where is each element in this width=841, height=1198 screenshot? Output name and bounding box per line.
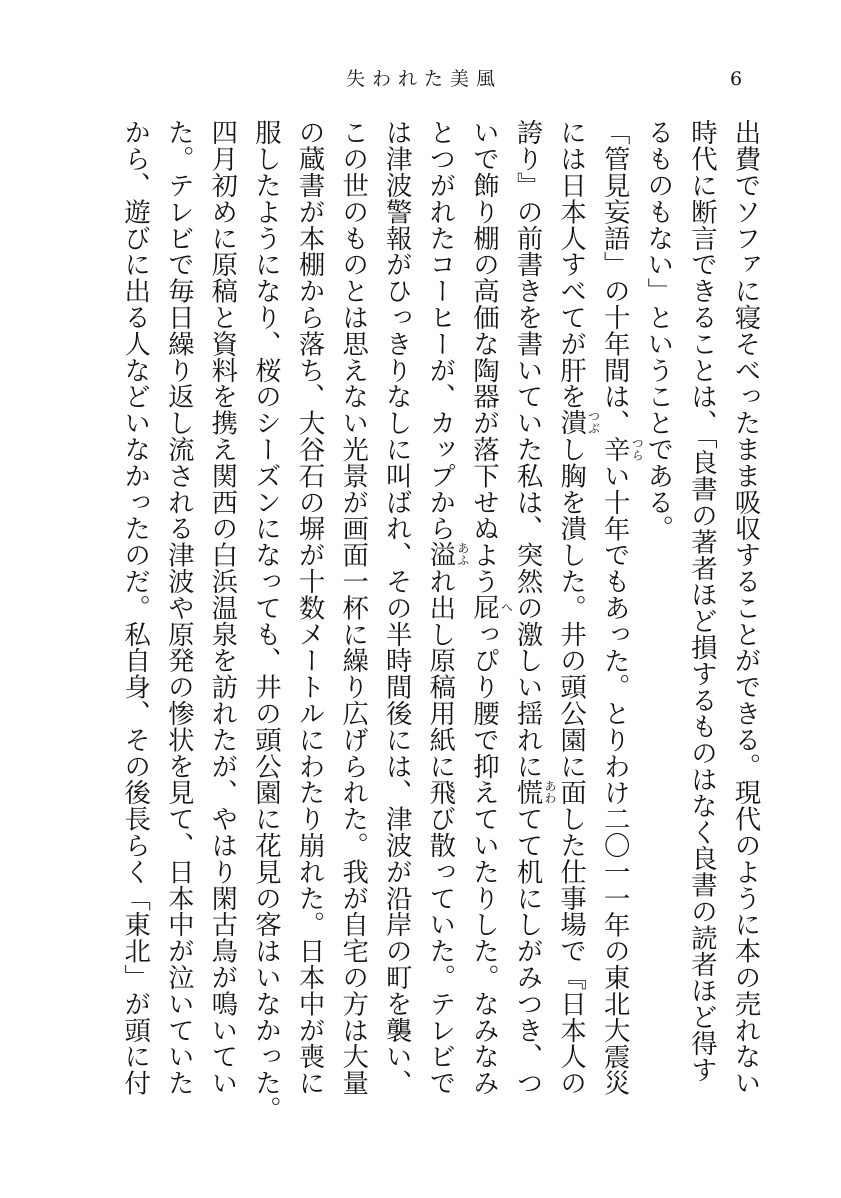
text-column: [549, 119, 601, 1119]
text-column: [113, 119, 157, 1119]
ruby-annotation: へ: [499, 601, 514, 614]
column-text: 誇り』の前書きを書いていた私は、突然の激しい揺れに: [512, 119, 544, 779]
column-text: には日本人すべてが肝を: [555, 119, 587, 410]
column-text: 時代に断言できることは、「良書の著者ほど損するものはなく良書の読者ほど得す: [686, 119, 718, 1083]
column-text: てて机にしがみつき、つ: [512, 805, 544, 1096]
running-title: 失われた美風: [345, 68, 502, 90]
column-text: 「管見妄語」の十年間は、: [599, 119, 631, 436]
text-column: [593, 119, 645, 1119]
text-column: [287, 119, 331, 1119]
column-text: 出費でソファに寝そべったまま吸収することができる。現代のように本の売れない: [730, 119, 761, 1096]
ruby-annotation: あわ: [543, 780, 558, 804]
ruby-group: [555, 409, 601, 436]
text-column: [462, 119, 514, 1119]
ruby-annotation: つら: [630, 436, 645, 461]
column-text: い十年でもあった。とりわけ二〇一一年の東北大震災: [599, 462, 631, 1096]
column-text: は津波警報がひっきりなしに叫ばれ、その半時間後には、津波が沿岸の町を襲い、: [381, 119, 413, 1096]
ruby-base: 慌: [512, 779, 544, 806]
column-text: 服したようになり、桜のシーズンになっても、井の頭公園に花見の客はいなかった。: [250, 119, 282, 1123]
ruby-group: [424, 541, 470, 568]
column-text: し胸を潰した。井の頭公園に面した仕事場で『日本人の: [555, 435, 587, 1096]
text-column: [200, 119, 244, 1119]
ruby-base: 潰: [555, 409, 587, 436]
body-text: [113, 119, 767, 1159]
column-text: た。テレビで毎日繰り返し流される津波や原発の惨状を見て、日本中が泣いていた: [163, 119, 195, 1096]
ruby-annotation: あふ: [455, 542, 470, 567]
column-text: この世のものとは思えない光景が画面一杯に繰り広げられた。我が自宅の方は大量: [337, 119, 369, 1096]
column-text: いで飾り棚の高価な陶器が落下せぬよう: [468, 119, 500, 595]
column-text: の蔵書が本棚から落ち、大谷石の塀が十数メートルにわたり崩れた。日本中が喪に: [294, 119, 326, 1096]
ruby-group: [599, 435, 645, 463]
text-column: [375, 119, 419, 1119]
text-column: [636, 119, 680, 1119]
column-text: とつがれたコーヒーが、カップから: [424, 119, 456, 542]
text-column: [157, 119, 201, 1119]
column-text: から、遊びに出る人などいなかったのだ。私自身、その後長らく「東北」が頭に付: [119, 119, 151, 1096]
ruby-group: [468, 594, 514, 621]
text-column: [244, 119, 288, 1123]
text-column: [680, 119, 724, 1119]
column-text: 四月初めに原稿と資料を携え関西の白浜温泉を訪れたが、やはり閑古鳥が鳴いてい: [206, 119, 238, 1096]
column-text: れ出し原稿用紙に飛び散っていた。テレビで: [424, 567, 456, 1096]
column-text: るものもない」ということである。: [642, 119, 674, 542]
text-column: [418, 119, 470, 1119]
page-number: 6: [730, 68, 743, 90]
ruby-group: [512, 779, 558, 806]
text-column: [331, 119, 375, 1119]
ruby-annotation: つぶ: [586, 410, 601, 435]
text-column: [505, 119, 558, 1119]
text-column: [723, 119, 767, 1119]
column-text: っぴり腰で抑えていたりした。なみなみ: [468, 620, 500, 1096]
ruby-base: 辛: [599, 435, 631, 463]
ruby-base: 溢: [424, 541, 456, 568]
ruby-base: 屁: [468, 594, 500, 621]
